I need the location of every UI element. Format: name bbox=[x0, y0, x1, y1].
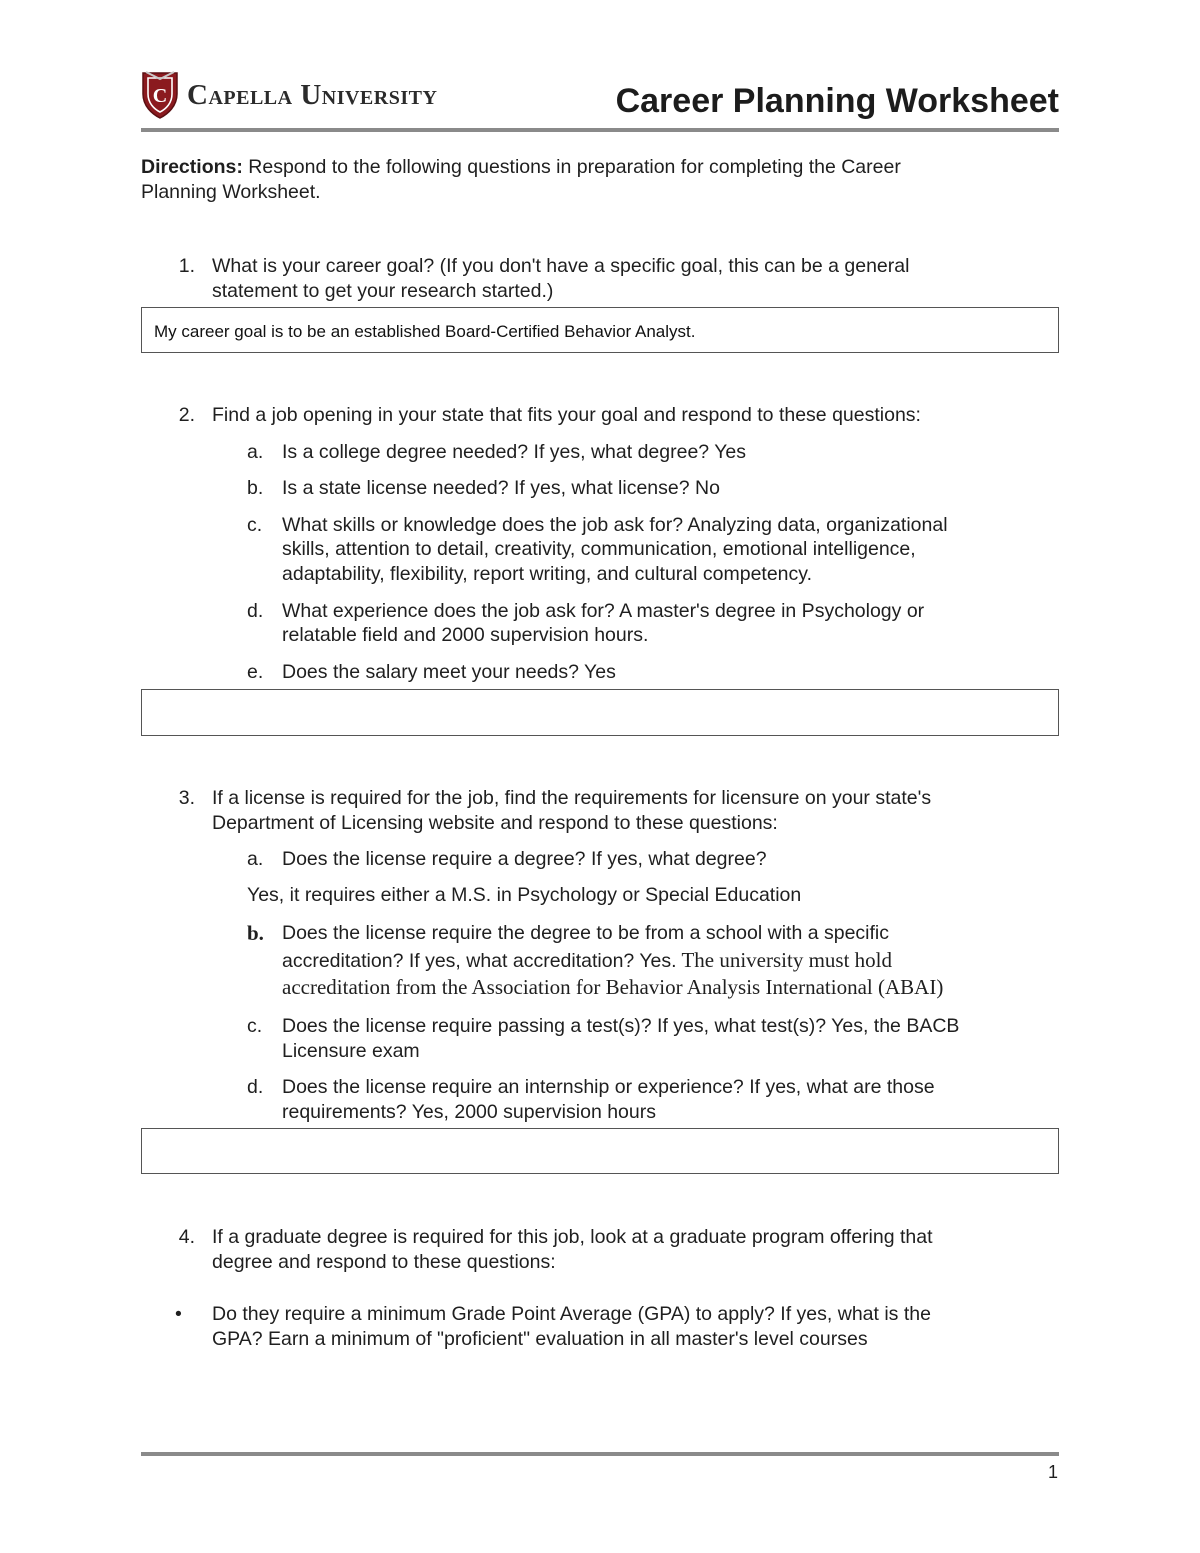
q2d-line2: relatable field and 2000 supervision hours. bbox=[282, 624, 649, 646]
q1-answer: My career goal is to be an established Board-Certified Behavior Analyst. bbox=[154, 322, 696, 341]
q3a-text: Does the license require a degree? If yes, what degree? bbox=[282, 848, 767, 870]
q2-line1: Find a job opening in your state that fits your goal and respond to these questions: bbox=[212, 404, 921, 426]
shield-crest-icon bbox=[140, 70, 180, 120]
q4-bullet-line2: GPA? Earn a minimum of "proficient" evaluation in all master's level courses bbox=[212, 1328, 868, 1350]
q3b-letter: b. bbox=[247, 921, 264, 945]
q2c-line3: adaptability, flexibility, report writing, and cultural competency. bbox=[282, 563, 812, 585]
q2e-text: Does the salary meet your needs? Yes bbox=[282, 661, 616, 683]
q3d-line1: Does the license require an internship or experience? If yes, what are those bbox=[282, 1076, 935, 1098]
q3c-line1: Does the license require passing a test(s)? If yes, what test(s)? Yes, the BACB bbox=[282, 1015, 960, 1037]
q3b-line1: Does the license require the degree to be from a school with a specific bbox=[282, 922, 889, 944]
q3c-letter: c. bbox=[247, 1015, 263, 1037]
q4-bullet-icon: • bbox=[175, 1303, 182, 1325]
q2b-letter: b. bbox=[247, 477, 264, 499]
q2c-line1: What skills or knowledge does the job ask for? Analyzing data, organizational bbox=[282, 514, 948, 536]
directions-line1 bbox=[141, 155, 901, 180]
q2b-text: Is a state license needed? If yes, what license? No bbox=[282, 477, 720, 499]
q3b-line2-sans: accreditation? If yes, what accreditation? Yes. bbox=[282, 950, 677, 972]
q3-line2: Department of Licensing website and respond to these questions: bbox=[212, 812, 778, 834]
q4-number: 4. bbox=[178, 1226, 195, 1248]
q3a-answer: Yes, it requires either a M.S. in Psychology or Special Education bbox=[247, 884, 802, 906]
svg-text:C: C bbox=[152, 85, 168, 107]
q2a-text: Is a college degree needed? If yes, what degree? Yes bbox=[282, 441, 747, 463]
directions-text: Respond to the following questions in preparation for completing the Career bbox=[242, 156, 901, 178]
logo-wordmark: Capella University bbox=[187, 79, 438, 111]
q2d-line1: What experience does the job ask for? A master's degree in Psychology or bbox=[282, 600, 925, 622]
q1-line1: What is your career goal? (If you don't have a specific goal, this can be a general bbox=[212, 255, 910, 277]
q3b-line2-serif: The university must hold bbox=[676, 948, 893, 972]
q3c-line2: Licensure exam bbox=[282, 1040, 420, 1062]
q1-number: 1. bbox=[178, 255, 195, 277]
page-number: 1 bbox=[1047, 1462, 1058, 1482]
directions-line2: Planning Worksheet. bbox=[141, 181, 321, 203]
q3-answer-box[interactable] bbox=[141, 1128, 1059, 1174]
q4-line1: If a graduate degree is required for this job, look at a graduate program offering that bbox=[212, 1226, 933, 1248]
q3a-letter: a. bbox=[247, 848, 264, 870]
q4-line2: degree and respond to these questions: bbox=[212, 1251, 556, 1273]
q2-number: 2. bbox=[178, 404, 195, 426]
q2e-letter: e. bbox=[247, 661, 264, 683]
page-title: Career Planning Worksheet bbox=[615, 82, 1059, 120]
q2-answer-box[interactable] bbox=[141, 689, 1059, 736]
header-divider bbox=[141, 128, 1059, 132]
q3b-line2 bbox=[282, 948, 892, 974]
q4-bullet-line1: Do they require a minimum Grade Point Average (GPA) to apply? If yes, what is the bbox=[212, 1303, 931, 1325]
directions-label: Directions: bbox=[141, 156, 243, 178]
q2d-letter: d. bbox=[247, 600, 264, 622]
q3-line1: If a license is required for the job, find the requirements for licensure on your state's bbox=[212, 787, 932, 809]
q3d-letter: d. bbox=[247, 1076, 264, 1098]
footer-divider bbox=[141, 1452, 1059, 1456]
capella-logo bbox=[140, 70, 460, 122]
q3-number: 3. bbox=[178, 787, 195, 809]
q2a-letter: a. bbox=[247, 441, 264, 463]
q3d-line2: requirements? Yes, 2000 supervision hours bbox=[282, 1101, 656, 1123]
q2c-letter: c. bbox=[247, 514, 263, 536]
q1-line2: statement to get your research started.) bbox=[212, 280, 554, 302]
q1-answer-box[interactable] bbox=[141, 307, 1059, 353]
q3b-line3: accreditation from the Association for Behavior Analysis International (ABAI) bbox=[282, 975, 944, 999]
q2c-line2: skills, attention to detail, creativity, communication, emotional intelligence, bbox=[282, 538, 916, 560]
